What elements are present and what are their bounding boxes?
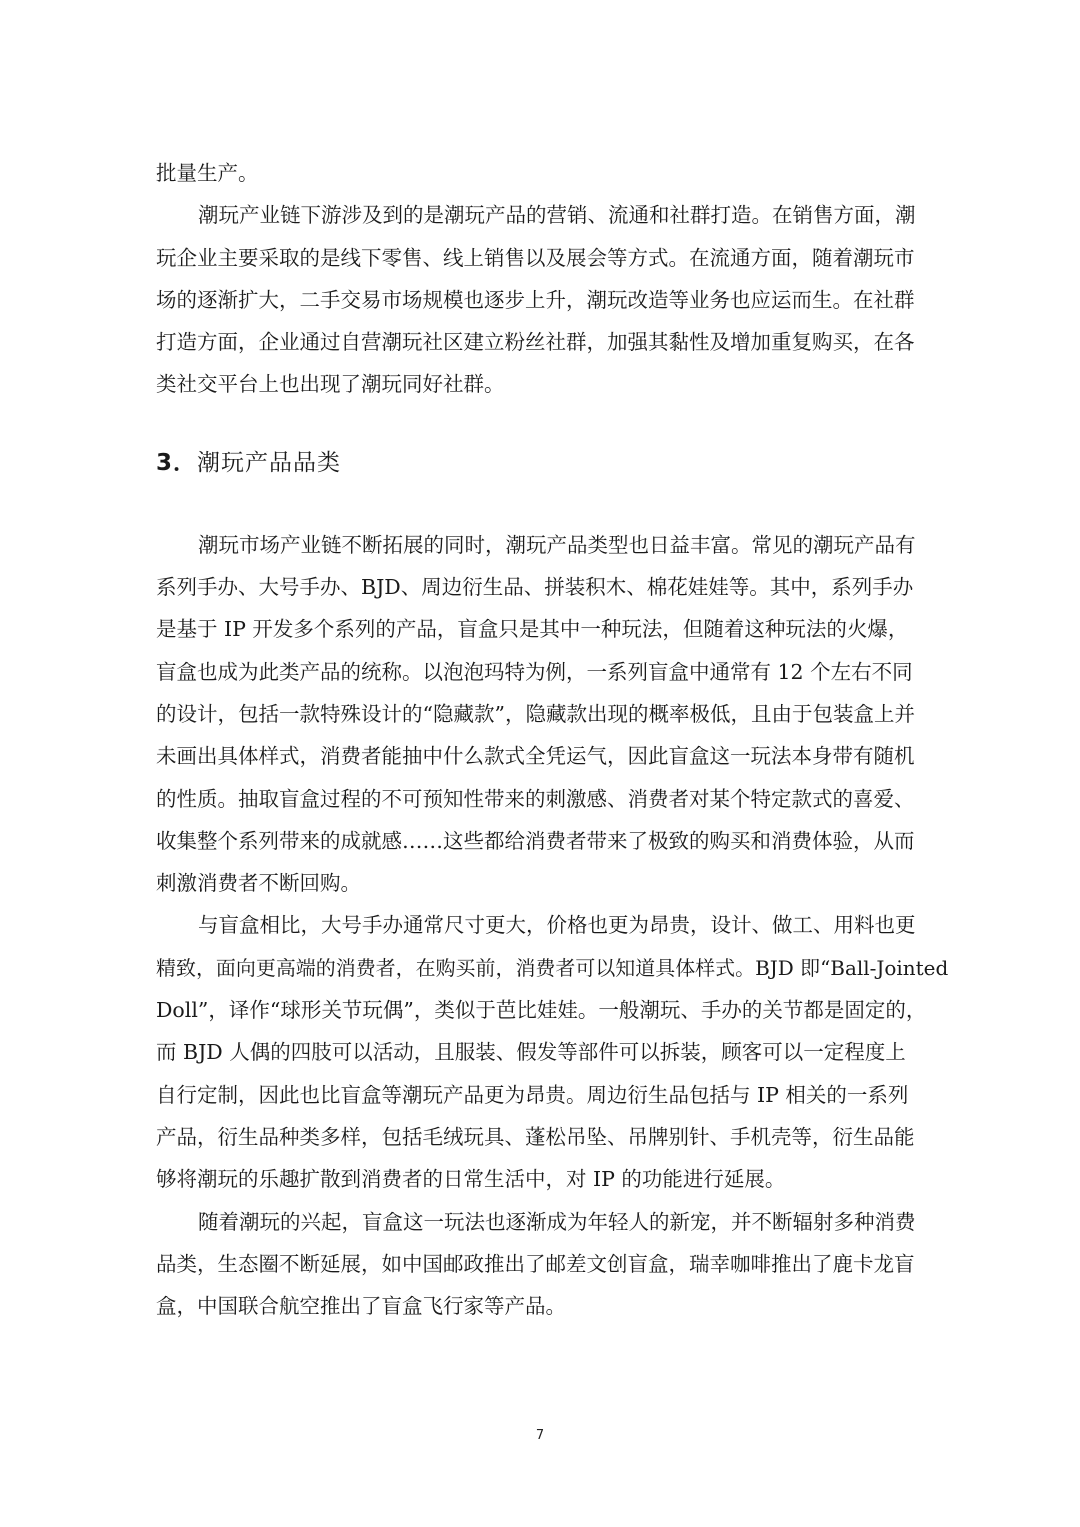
- text-line: 类社交平台上也出现了潮玩同好社群。: [156, 372, 505, 397]
- text-line: 产品，衍生品种类多样，包括毛绒玩具、蓬松吊坠、吊牌别针、手机壳等，衍生品能: [156, 1124, 915, 1149]
- text-line: 的性质。抽取盲盒过程的不可预知性带来的刺激感、消费者对某个特定款式的喜爱、: [156, 786, 915, 811]
- text-line: Doll”，译作“球形关节玩偶”，类似于芭比娃娃。一般潮玩、手办的关节都是固定的，: [156, 998, 927, 1023]
- text-line: 与盲盒相比，大号手办通常尺寸更大，价格也更为昂贵，设计、做工、用料也更: [198, 913, 916, 938]
- text-line: 批量生产。: [156, 161, 259, 185]
- rise-paragraph: [156, 1201, 952, 1328]
- section-title: 潮玩产品品类: [197, 449, 342, 476]
- page-number: 7: [535, 1428, 545, 1443]
- text-line: 盲盒也成为此类产品的统称。以泡泡玛特为例，一系列盲盒中通常有 12 个左右不同: [156, 659, 913, 684]
- text-line: 是基于 IP 开发多个系列的产品，盲盒只是其中一种玩法，但随着这种玩法的火爆，: [156, 617, 909, 642]
- text-line: 刺激消费者不断回购。: [156, 871, 361, 896]
- text-line: 收集整个系列带来的成就感……这些都给消费者带来了极致的购买和消费体验，从而: [156, 828, 915, 853]
- categories-paragraph: [156, 524, 952, 905]
- section-number: 3．: [156, 449, 198, 476]
- downstream-paragraph: [156, 194, 952, 405]
- large-figures-paragraph: [156, 904, 952, 1200]
- text-line: 够将潮玩的乐趣扩散到消费者的日常生活中，对 IP 的功能进行延展。: [156, 1167, 786, 1192]
- section-heading: [156, 446, 952, 480]
- text-line: 自行定制，因此也比盲盒等潮玩产品更为昂贵。周边衍生品包括与 IP 相关的一系列: [156, 1082, 909, 1107]
- text-line: 随着潮玩的兴起，盲盒这一玩法也逐渐成为年轻人的新宠，并不断辐射多种消费: [198, 1209, 916, 1234]
- text-line: 潮玩产业链下游涉及到的是潮玩产品的营销、流通和社群打造。在销售方面，潮: [198, 203, 916, 228]
- text-line: 的设计，包括一款特殊设计的“隐藏款”，隐藏款出现的概率极低，且由于包装盒上并: [156, 701, 915, 726]
- page-content: [156, 152, 952, 1327]
- text-line: 打造方面，企业通过自营潮玩社区建立粉丝社群，加强其黏性及增加重复购买，在各: [156, 330, 915, 355]
- text-line: 场的逐渐扩大，二手交易市场规模也逐步上升，潮玩改造等业务也应运而生。在社群: [156, 287, 915, 312]
- text-line: 而 BJD 人偶的四肢可以活动，且服装、假发等部件可以拆装，顾客可以一定程度上: [156, 1040, 906, 1065]
- text-line: 品类，生态圈不断延展，如中国邮政推出了邮差文创盲盒，瑞幸咖啡推出了鹿卡龙盲: [156, 1251, 915, 1276]
- text-line: 盒，中国联合航空推出了盲盒飞行家等产品。: [156, 1294, 566, 1319]
- intro-paragraph: [156, 152, 952, 194]
- text-line: 精致，面向更高端的消费者，在购买前，消费者可以知道具体样式。BJD 即“Ball-Jointed: [156, 955, 949, 980]
- text-line: 系列手办、大号手办、BJD、周边衍生品、拼装积木、棉花娃娃等。其中，系列手办: [156, 575, 914, 600]
- text-line: 潮玩市场产业链不断拓展的同时，潮玩产品类型也日益丰富。常见的潮玩产品有: [198, 532, 916, 557]
- text-line: 未画出具体样式，消费者能抽中什么款式全凭运气，因此盲盒这一玩法本身带有随机: [156, 744, 915, 769]
- text-line: 玩企业主要采取的是线下零售、线上销售以及展会等方式。在流通方面，随着潮玩市: [156, 245, 915, 270]
